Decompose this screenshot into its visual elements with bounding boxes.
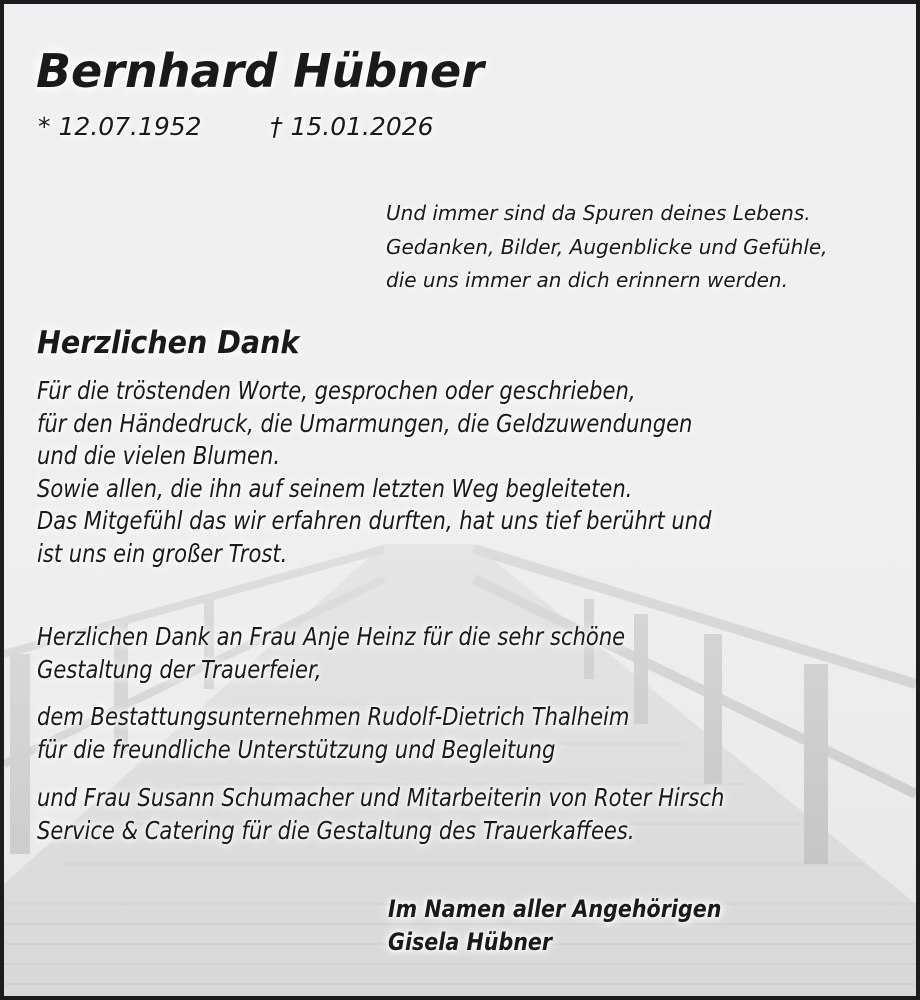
quote-line: Und immer sind da Spuren deines Lebens.	[386, 201, 811, 225]
thanks-heading: Herzlichen Dank	[37, 325, 300, 361]
signature-name: Gisela Hübner	[388, 928, 553, 956]
death-date: † 15.01.2026	[270, 112, 434, 141]
signature-line: Im Namen aller Angehörigen	[388, 895, 722, 923]
thanks-undertaker-paragraph	[37, 701, 629, 766]
thanks-catering-paragraph	[37, 782, 724, 847]
thanks-speaker-paragraph	[37, 621, 625, 686]
quote-line: die uns immer an dich erinnern werden.	[386, 268, 788, 292]
text-line: für den Händedruck, die Umarmungen, die Geldzuwendungen	[37, 408, 693, 438]
text-line: für die freundliche Unterstützung und Begleitung	[37, 734, 556, 764]
obituary-notice	[4, 4, 916, 996]
text-line: dem Bestattungsunternehmen Rudolf-Dietrich Thalheim	[37, 702, 630, 731]
birth-date: * 12.07.1952	[38, 112, 202, 141]
text-line: und die vielen Blumen.	[37, 441, 281, 471]
text-line: Für die tröstenden Worte, gesprochen oder geschrieben,	[37, 376, 636, 405]
signature	[388, 893, 721, 959]
text-line: Sowie allen, die ihn auf seinem letzten Weg begleiteten.	[37, 473, 633, 503]
text-line: Service & Catering für die Gestaltung des Trauerkaffees.	[37, 815, 635, 845]
text-line: ist uns ein großer Trost.	[37, 538, 288, 568]
quote-line: Gedanken, Bilder, Augenblicke und Gefühle,	[386, 234, 828, 259]
text-line: Das Mitgefühl das wir erfahren durften, hat uns tief berührt und	[37, 506, 712, 536]
deceased-name: Bernhard Hübner	[36, 44, 484, 98]
text-line: Herzlichen Dank an Frau Anje Heinz für die sehr schöne	[37, 622, 626, 651]
thanks-paragraph	[37, 375, 712, 571]
text-line: und Frau Susann Schumacher und Mitarbeiterin von Roter Hirsch	[37, 783, 725, 812]
memorial-quote	[386, 197, 828, 298]
text-line: Gestaltung der Trauerfeier,	[37, 654, 322, 684]
